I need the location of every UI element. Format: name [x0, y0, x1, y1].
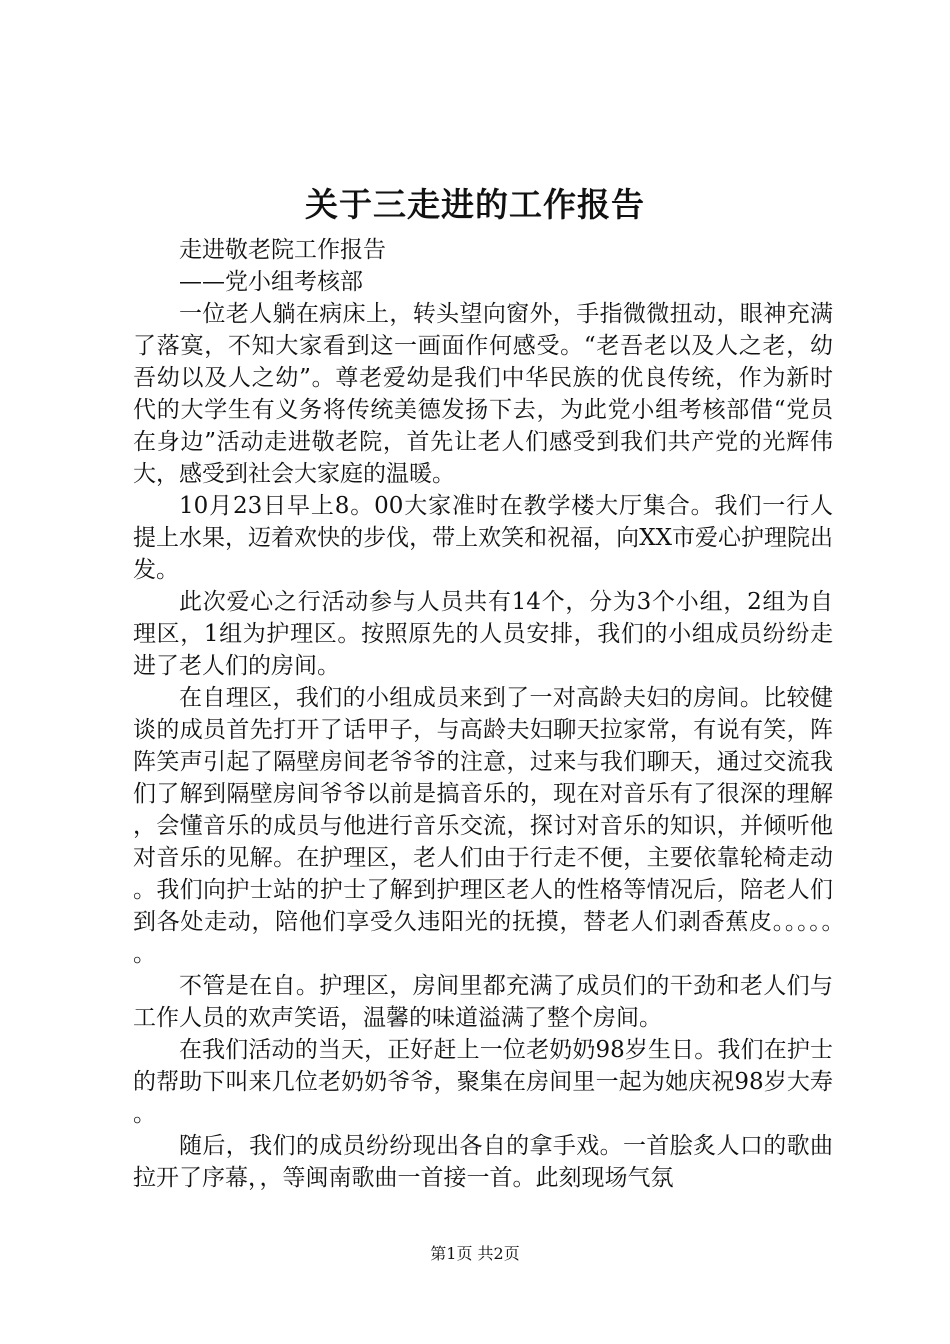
paragraph: 在自理区，我们的小组成员来到了一对高龄夫妇的房间。比较健谈的成员首先打开了话甲子，与高龄夫妇聊天拉家常，有说有笑，阵阵笑声引起了隔壁房间老爷爷的注意，过来与我们聊天，通过交流我们了解到隔壁房间爷爷以前是搞音乐的，现在对音乐有了很深的理解，会懂音乐的成员与他进行音乐交流，探讨对音乐的知识，并倾听他对音乐的见解。在护理区，老人们由于行走不便，主要依靠轮椅走动。我们向护士站的护士了解到护理区老人的性格等情况后，陪老人们到各处走动，陪他们享受久违阳光的抚摸，替老人们剥香蕉皮。。。。。。: [133, 685, 833, 967]
page-number-footer: 第1页 共2页: [430, 1244, 520, 1263]
document-body: [133, 234, 833, 1194]
report-subtitle: 走进敬老院工作报告: [179, 237, 386, 263]
paragraph: 10月23日早上8。00大家准时在教学楼大厅集合。我们一行人提上水果，迈着欢快的步伐，带上欢笑和祝福，向XX市爱心护理院出发。: [133, 493, 833, 583]
paragraph: 一位老人躺在病床上，转头望向窗外，手指微微扭动，眼神充满了落寞，不知大家看到这一画面作何感受。“老吾老以及人之老，幼吾幼以及人之幼”。尊老爱幼是我们中华民族的优良传统，作为新时代的大学生有义务将传统美德发扬下去，为此党小组考核部借“党员在身边”活动走进敬老院，首先让老人们感受到我们共产党的光辉伟大，感受到社会大家庭的温暖。: [133, 301, 833, 487]
document-title: 关于三走进的工作报告: [305, 185, 645, 224]
paragraph: 此次爱心之行活动参与人员共有14个，分为3个小组，2组为自理区，1组为护理区。按照原先的人员安排，我们的小组成员纷纷走进了老人们的房间。: [133, 589, 833, 679]
paragraph: 随后，我们的成员纷纷现出各自的拿手戏。一首脍炙人口的歌曲拉开了序幕，，等闽南歌曲一首接一首。此刻现场气氛: [133, 1133, 833, 1191]
paragraph: 不管是在自。护理区，房间里都充满了成员们的干劲和老人们与工作人员的欢声笑语，温馨的味道溢满了整个房间。: [133, 973, 833, 1031]
report-byline: ——党小组考核部: [179, 269, 363, 295]
paragraph: 在我们活动的当天，正好赶上一位老奶奶98岁生日。我们在护士的帮助下叫来几位老奶奶爷爷，聚集在房间里一起为她庆祝98岁大寿。: [133, 1037, 833, 1127]
